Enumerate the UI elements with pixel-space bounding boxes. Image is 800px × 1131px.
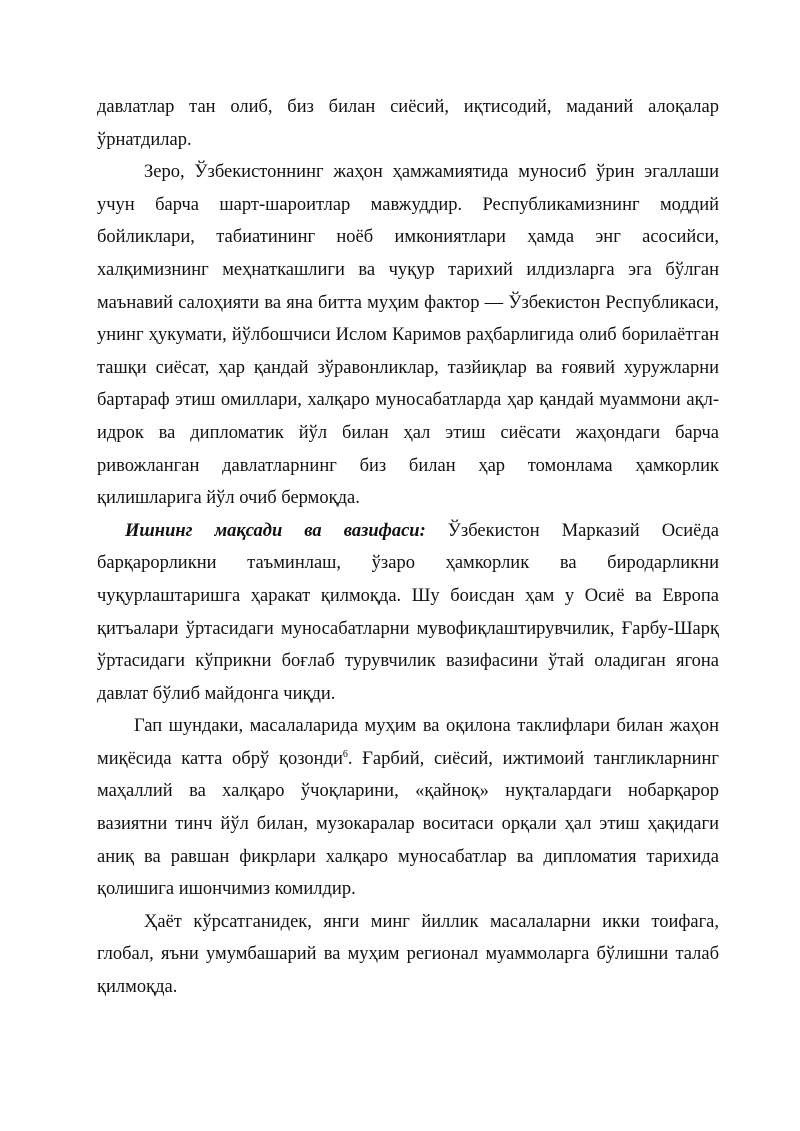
footnote-reference[interactable]: 6 (342, 748, 348, 760)
paragraph-4 (97, 710, 719, 906)
paragraph-5 (97, 906, 719, 1004)
paragraph-4-text-before-note: Гап шундаки, масалаларида муҳим ва оқилона таклифлари билан жаҳон миқёсида катта обрў қозонди (97, 716, 719, 769)
paragraph-1-text: давлатлар тан олиб, биз билан сиёсий, иқтисодий, маданий алоқалар ўрнатдилар. (97, 97, 719, 150)
paragraph-5-text: Ҳаёт кўрсатганидек, янги минг йиллик масалаларни икки тоифага, глобал, яъни умумбашарий ва муҳим регионал муаммоларга бўлишни талаб қилмоқда. (97, 911, 719, 998)
paragraph-4-text-after-note: . Ғарбий, сиёсий, ижтимоий тангликларнинг маҳаллий ва халқаро ўчоқларини, «қайноқ» нуқталардаги нобарқарор вазиятни тинч йўл билан, музокаралар воситаси орқали ҳал этиш ҳақидаги аниқ ва равшан фикрлари халқаро муносабатлар ва дипломатия тарихида қолишига ишончимиз комилдир. (97, 748, 719, 900)
paragraph-2-text: Зеро, Ўзбекистоннинг жаҳон ҳамжамиятида муносиб ўрин эгаллаши учун барча шарт-шароитлар мавжуддир. Республикамизнинг моддий бойликлари, табиатининг ноёб имкониятлари ҳамда энг асосийси, халқимизнинг меҳнаткашлиги ва чуқур тарихий илдизларга эга бўлган маънавий салоҳияти ва яна битта муҳим фактор — Ўзбекистон Республикаси, унинг ҳукумати, йўлбошчиси Ислом Каримов раҳбарлигида олиб борилаётган ташқи сиёсат, ҳар қандай зўравонликлар, тазйиқлар ва ғоявий хуружларни бартараф этиш омиллари, халқаро муносабатларда ҳар қандай муаммони ақл-идрок ва дипломатик йўл билан ҳал этиш сиёсати жаҳондаги барча ривожланган давлатларнинг биз билан ҳар томонлама ҳамкорлик қилишларига йўл очиб бермоқда. (97, 162, 719, 509)
paragraph-2 (97, 156, 719, 515)
section-heading-goal: Ишнинг мақсади ва вазифаси: (125, 520, 426, 541)
paragraph-1 (97, 91, 719, 156)
paragraph-3 (97, 515, 719, 711)
paragraph-3-text: Ўзбекистон Марказий Осиёда барқарорликни таъминлаш, ўзаро ҳамкорлик ва биродарликни чуқурлаштаришга ҳаракат қилмоқда. Шу боисдан ҳам у Осиё ва Европа қитъалари ўртасидаги муносабатларни мувофиқлаштирувчилик, Ғарбу-Шарқ ўртасидаги кўприкни боғлаб турувчилик вазифасини ўтай оладиган ягона давлат бўлиб майдонга чиқди. (97, 520, 719, 704)
document-body (97, 91, 719, 1004)
